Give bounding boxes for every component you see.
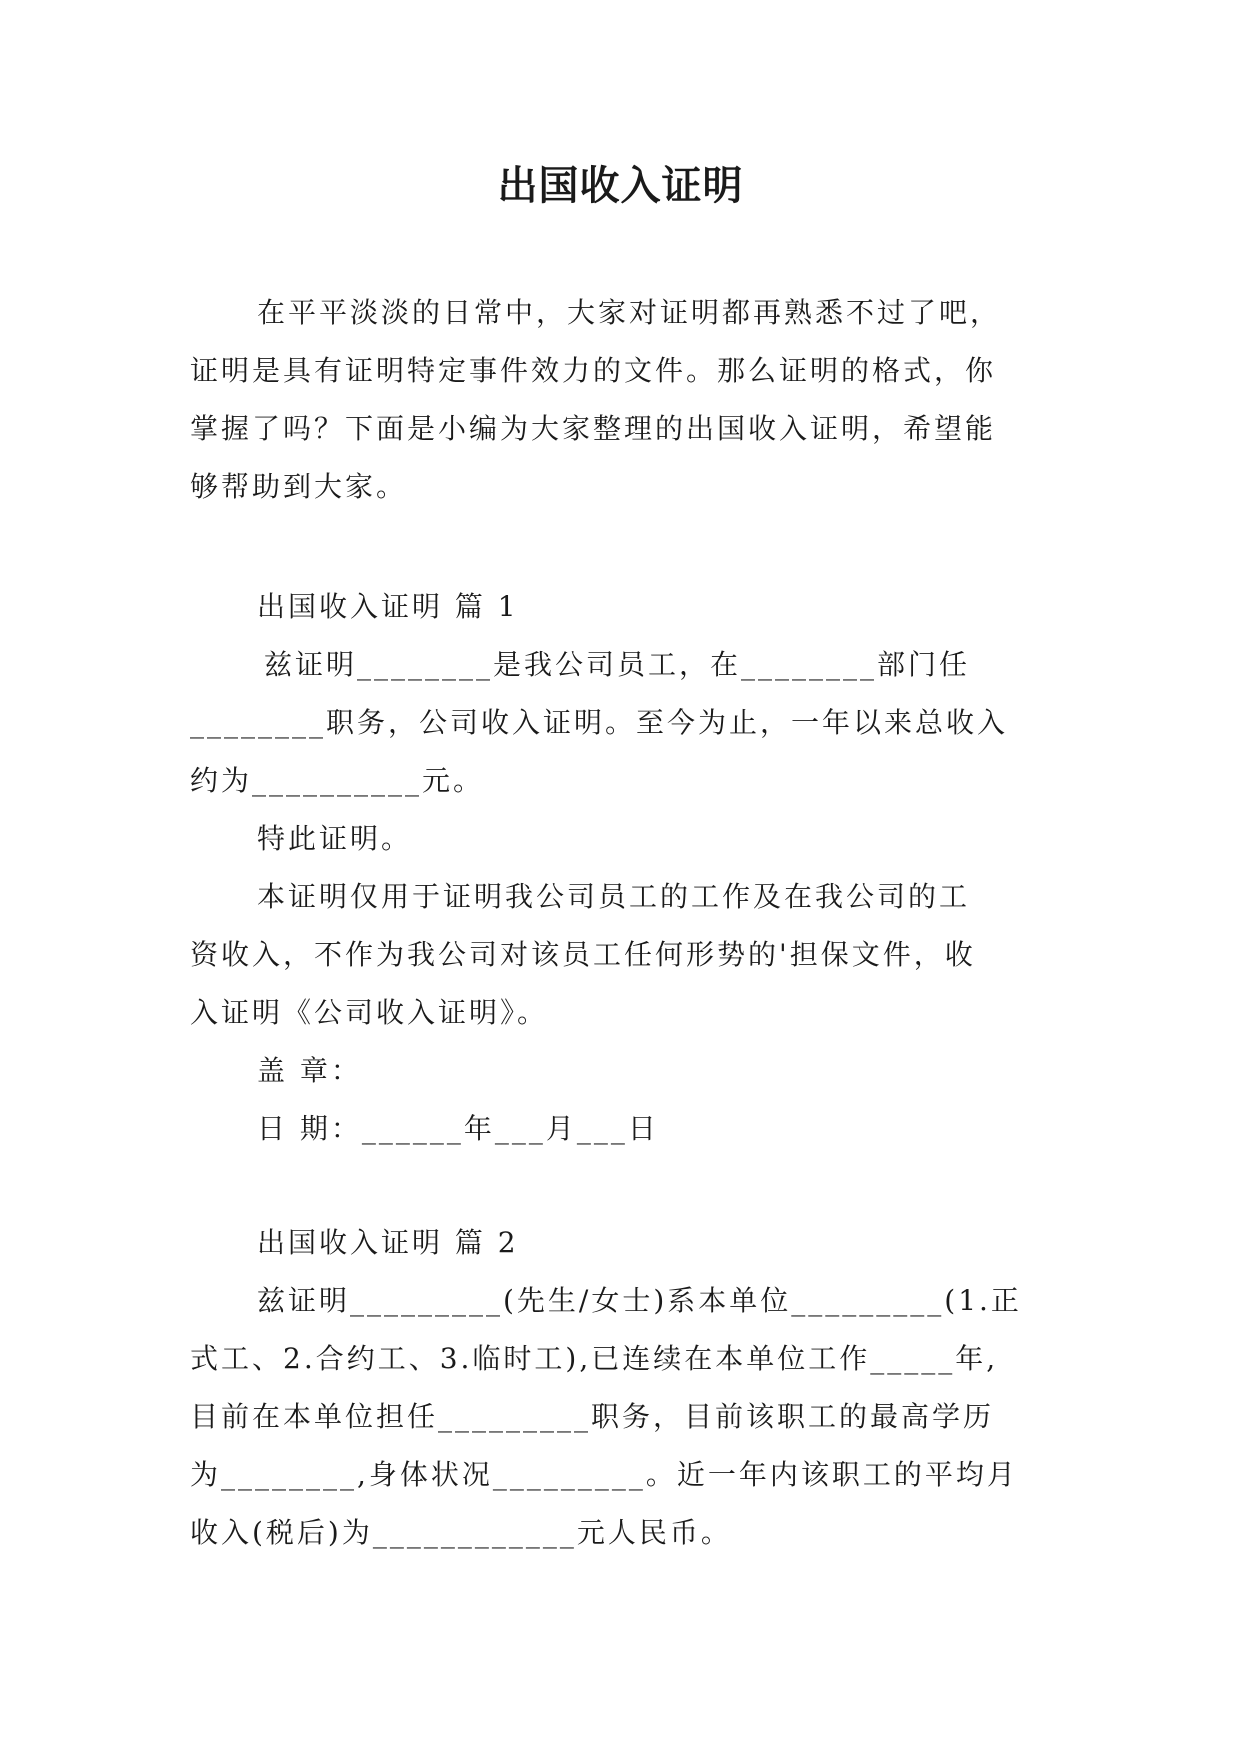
section-1-para2-line: 资收入，不作为我公司对该员工任何形势的'担保文件，收	[190, 938, 976, 971]
intro-line: 证明是具有证明特定事件效力的文件。那么证明的格式，你	[190, 354, 997, 387]
section-1-heading: 出国收入证明 篇 1	[257, 590, 519, 623]
section-1-para1-line: 兹证明________是我公司员工，在________部门任	[264, 648, 971, 681]
section-2-para1-line: 为________,身体状况_________。近一年内该职工的平均月	[190, 1458, 1018, 1491]
section-2	[190, 1214, 1060, 1562]
intro-line: 在平平淡淡的日常中，大家对证明都再熟悉不过了吧，	[257, 296, 1002, 329]
section-1-date-field: 日 期：______年___月___日	[257, 1112, 659, 1145]
section-2-para1-line: 目前在本单位担任_________职务，目前该职工的最高学历	[190, 1400, 995, 1433]
section-2-para1-line: 兹证明_________(先生/女士)系本单位_________(1.正	[257, 1284, 1022, 1317]
section-1-seal-field: 盖 章：	[257, 1054, 362, 1087]
section-1-para1-line: 约为__________元。	[190, 764, 485, 797]
document-title: 出国收入证明	[497, 162, 744, 209]
section-2-para1-line: 式工、2.合约工、3.临时工),已连续在本单位工作_____年,	[190, 1342, 999, 1375]
section-2-heading: 出国收入证明 篇 2	[257, 1226, 519, 1259]
section-1	[190, 578, 1060, 1158]
section-1-special-note: 特此证明。	[257, 822, 413, 855]
section-1-para2-line: 本证明仅用于证明我公司员工的工作及在我公司的工	[257, 880, 971, 913]
section-2-para1-line: 收入(税后)为____________元人民币。	[190, 1516, 732, 1549]
section-1-para1-line: ________职务，公司收入证明。至今为止，一年以来总收入	[190, 706, 1009, 739]
section-1-para2-line: 入证明《公司收入证明》。	[190, 996, 549, 1029]
intro-paragraph	[190, 284, 1060, 516]
intro-line: 够帮助到大家。	[190, 470, 408, 503]
intro-line: 掌握了吗？下面是小编为大家整理的出国收入证明，希望能	[190, 412, 997, 445]
